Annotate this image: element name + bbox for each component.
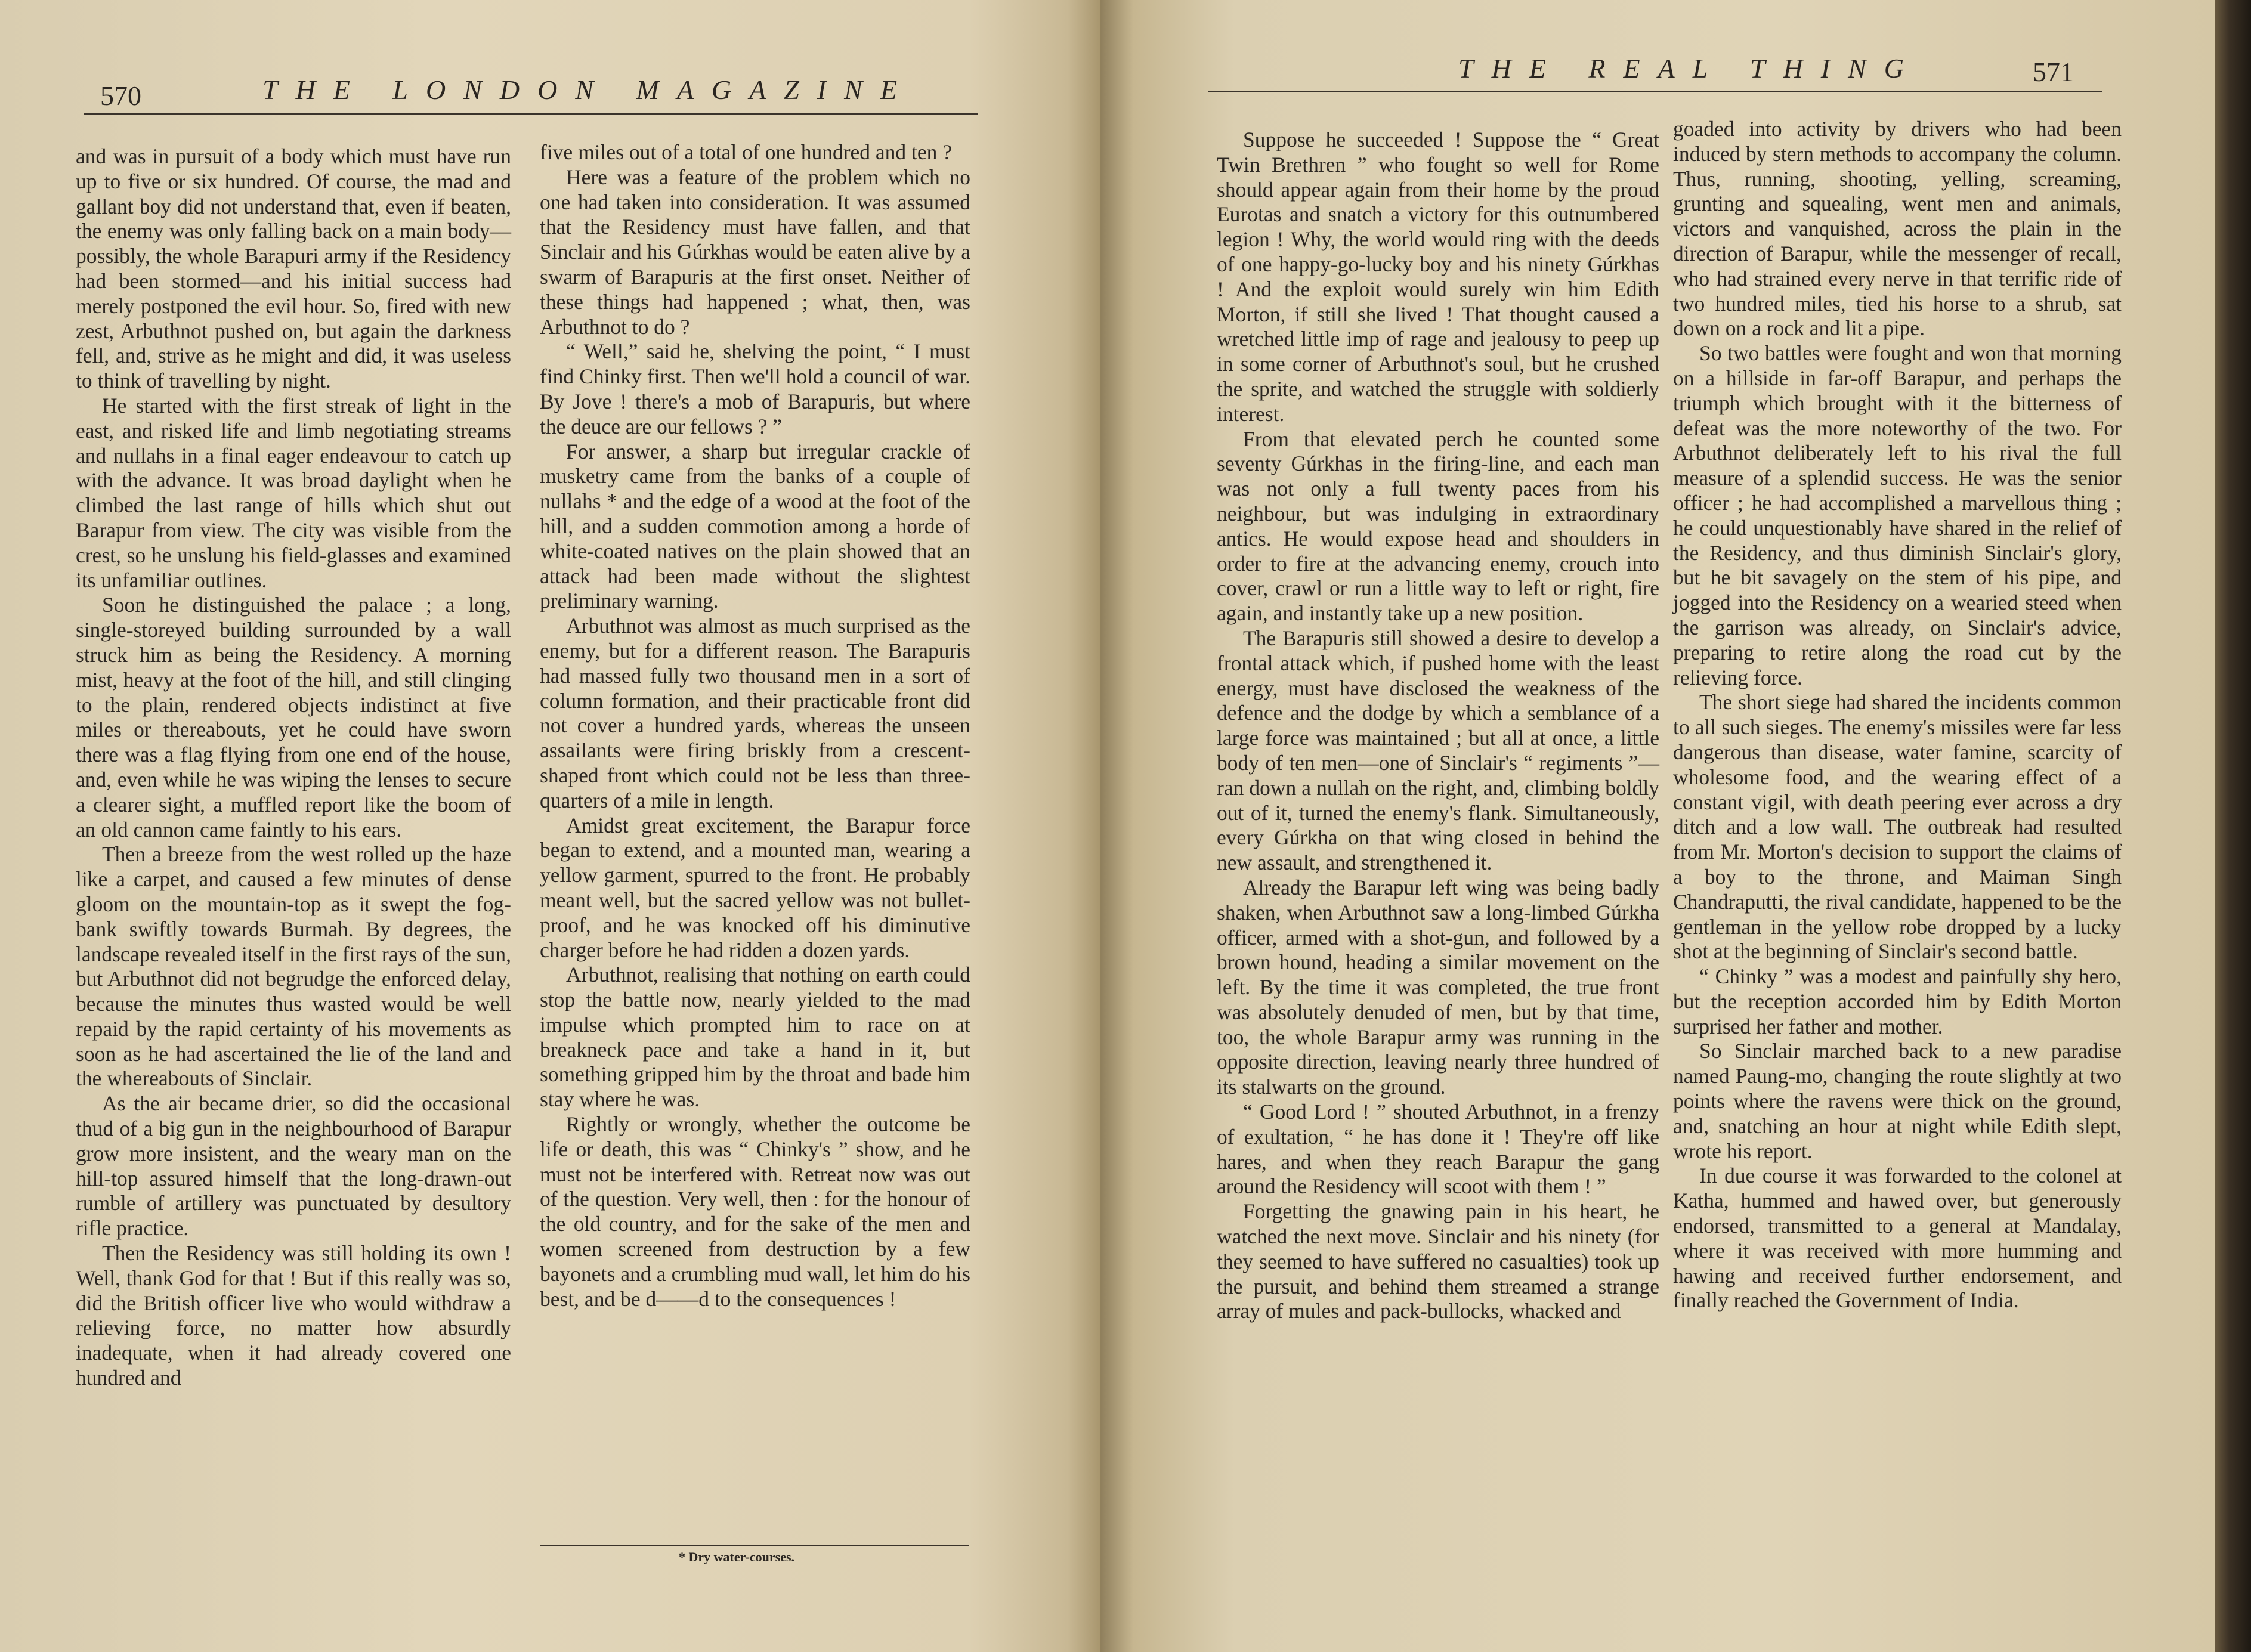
text-column-2 — [1673, 117, 2122, 1313]
running-head: THE LONDON MAGAZINE — [262, 75, 915, 105]
paragraph: Forgetting the gnawing pain in his heart, he watched the next move. Sinclair and his ninety (for they seemed to have suffered no casualties) took up the pursuit, and behind them streamed a strange array of mules and pack-bullocks, whacked and — [1217, 1199, 1659, 1323]
text-column-1 — [76, 144, 511, 1391]
paragraph: He started with the first streak of light in the east, and risked life and limb negotiating streams and nullahs in a final eager endeavour to catch up with the advance. It was broad daylight when he climbed the last range of hills which shut out Barapur from view. The city was visible from the crest, so he unslung his field-glasses and examined its unfamiliar outlines. — [76, 393, 511, 592]
running-head: THE REAL THING — [1458, 53, 1922, 83]
paragraph: In due course it was forwarded to the colonel at Katha, hummed and hawed over, but generously endorsed, transmitted to a general at Mandalay, where it was received with more humming and hawing and received further endorsement, and finally reached the Government of India. — [1673, 1164, 2122, 1313]
book-edge — [2215, 0, 2251, 1652]
paragraph: Arbuthnot, realising that nothing on earth could stop the battle now, nearly yielded to the mad impulse which prompted him to race on at breakneck pace and take a hand in it, but something gripped him by the throat and bade him stay where he was. — [540, 963, 970, 1112]
paragraph: “ Well,” said he, shelving the point, “ I must find Chinky first. Then we'll hold a council of war. By Jove ! there's a mob of Barapuris, but where the deuce are our fellows ? ” — [540, 339, 970, 438]
paragraph: Rightly or wrongly, whether the outcome be life or death, this was “ Chinky's ” show, and he must not be interfered with. Retreat now was out of the question. Very well, then : for the honour of the old country, and for the sake of the men and women screened from destruction by a few bayonets and a crumbling mud wall, let him do his best, and be d——d to the consequences ! — [540, 1112, 970, 1311]
page-number: 570 — [100, 81, 141, 111]
paragraph: Then a breeze from the west rolled up the haze like a carpet, and caused a few minutes of dense gloom on the mountain-top as it swept the fog-bank swiftly towards Burmah. By degrees, the landscape revealed itself in the first rays of the sun, but Arbuthnot did not begrudge the enforced delay, because the minutes thus wasted would be well repaid by the rapid certainty of his movements as soon as he had ascertained the lie of the land and the whereabouts of Sinclair. — [76, 842, 511, 1091]
paragraph: “ Good Lord ! ” shouted Arbuthnot, in a frenzy of exultation, “ he has done it ! They're off like hares, and when they reach Barapur the gang around the Residency will scoot with them ! ” — [1217, 1100, 1659, 1199]
paragraph: five miles out of a total of one hundred and ten ? — [540, 140, 953, 164]
paragraph: As the air became drier, so did the occasional thud of a big gun in the neighbourhood of Barapur grow more insistent, and the weary man on the hill-top assured himself that the long-drawn-out rumble of artillery was punctuated by desultory rifle practice. — [76, 1091, 511, 1240]
right-page — [1100, 0, 2215, 1652]
paragraph: Then the Residency was still holding its own ! Well, thank God for that ! But if this really was so, did the British officer live who would withdraw a relieving force, no matter how absurdly inadequate, when it had already covered one hundred and — [76, 1241, 511, 1390]
paragraph: The Barapuris still showed a desire to develop a frontal attack which, if pushed home with the least energy, must have disclosed the weakness of the defence and the dodge by which a semblance of a large force was maintained ; but all at once, a little body of ten men—one of Sinclair's “ regiments ”—ran down a nullah on the right, and, climbing boldly out of it, turned the enemy's flank. Simultaneously, every Gúrkha on that wing closed in behind the new assault, and strengthened it. — [1217, 626, 1659, 875]
footnote-rule — [540, 1545, 969, 1546]
paragraph: For answer, a sharp but irregular crackle of musketry came from the banks of a couple of nullahs * and the edge of a wood at the foot of the hill, and a sudden commotion among a horde of white-coated natives on the plain showed that an attack had been made without the slightest preliminary warning. — [540, 439, 970, 613]
paragraph: “ Chinky ” was a modest and painfully shy hero, but the reception accorded him by Edith Morton surprised her father and mother. — [1673, 964, 2122, 1038]
header-rule — [84, 113, 978, 115]
paragraph: The short siege had shared the incidents common to all such sieges. The enemy's missiles were far less dangerous than disease, water famine, scarcity of wholesome food, and the wearing effect of a constant vigil, with death peering ever across a dry ditch and a low wall. The outbreak had resulted from Mr. Morton's decision to support the claims of a boy to the throne, and Maiman Singh Chandraputti, the rival candidate, happened to be the gentleman in the yellow robe dropped by a lucky shot at the beginning of Sinclair's second battle. — [1673, 690, 2122, 964]
paragraph: Soon he distinguished the palace ; a long, single-storeyed building surrounded by a wall struck him as being the Residency. A morning mist, heavy at the foot of the hill, and still clinging to the plain, rendered objects indistinct at five miles or thereabouts, yet he could have sworn there was a flag flying from one end of the house, and, even while he was wiping the lenses to secure a clearer sight, a muffled report like the boom of an old cannon came faintly to his ears. — [76, 593, 511, 842]
header-rule — [1208, 91, 2102, 92]
left-page — [0, 0, 1100, 1652]
paragraph: From that elevated perch he counted some seventy Gúrkhas in the firing-line, and each man was not only a full twenty paces from his neighbour, but was indulging in extraordinary antics. He would expose head and shoulders in order to fire at the advancing enemy, crouch into cover, crawl or run a little way to left or right, fire again, and instantly take up a new position. — [1217, 426, 1659, 626]
paragraph: So Sinclair marched back to a new paradise named Paung-mo, changing the route slightly at two points where the ravens were thick on the ground, and, snatching an hour at night while Edith slept, wrote his report. — [1673, 1039, 2122, 1163]
footnote: * Dry water-courses. — [679, 1549, 795, 1564]
paragraph: goaded into activity by drivers who had been induced by stern methods to accompany the column. Thus, running, shooting, yelling, screaming, grunting and squealing, went men and animals, victors and vanquished, across the plain in the direction of Barapur, while the messenger of recall, who had strained every nerve in that terrific ride of two hundred miles, tied his horse to a shrub, sat down on a rock and lit a pipe. — [1673, 117, 2122, 341]
paragraph: and was in pursuit of a body which must have run up to five or six hundred. Of course, the mad and gallant boy did not understand that, even if beaten, the enemy was only falling back on a main body—possibly, the whole Barapuri army if the Residency had been stormed—and his initial success had merely postponed the evil hour. So, fired with new zest, Arbuthnot pushed on, but again the darkness fell, and, strive as he might and did, it was useless to think of travelling by night. — [76, 144, 511, 393]
paragraph: Here was a feature of the problem which no one had taken into consideration. It was assumed that the Residency must have fallen, and that Sinclair and his Gúrkhas would be eaten alive by a swarm of Barapuris at the first onset. Neither of these things had happened ; what, then, was Arbuthnot to do ? — [540, 165, 970, 339]
paragraph: Already the Barapur left wing was being badly shaken, when Arbuthnot saw a long-limbed Gúrkha officer, armed with a shot-gun, and followed by a brown hound, heading a similar movement on the left. By the time it was completed, the true front was absolutely denuded of men, but by that time, too, the whole Barapur army was running in the opposite direction, leaving nearly three hundred of its stalwarts on the ground. — [1217, 875, 1659, 1099]
paragraph: Arbuthnot was almost as much surprised as the enemy, but for a different reason. The Barapuris had massed fully two thousand men in a sort of column formation, and their practicable front did not cover a hundred yards, whereas the unseen assailants were firing briskly from a crescent-shaped front which could not be less than three-quarters of a mile in length. — [540, 614, 970, 812]
paragraph: Amidst great excitement, the Barapur force began to extend, and a mounted man, wearing a yellow garment, spurred to the front. He probably meant well, but the sacred yellow was not bullet-proof, and he was knocked off his diminutive charger before he had ridden a dozen yards. — [540, 813, 970, 962]
paragraph: So two battles were fought and won that morning on a hillside in far-off Barapur, and perhaps the triumph which brought with it the bitterness of defeat was the more noteworthy of the two. For Arbuthnot deliberately left to his rival the full measure of a splendid success. He was the senior officer ; he had accomplished a marvellous thing ; he could unquestionably have shared in the relief of the Residency, and thus diminish Sinclair's glory, but he bit savagely on the stem of his pipe, and jogged into the Residency on a wearied steed when the garrison was already, on Sinclair's advice, preparing to retire along the road cut by the relieving force. — [1673, 341, 2122, 689]
page-number: 571 — [2033, 57, 2074, 87]
text-column-1 — [1217, 128, 1659, 1324]
paragraph: Suppose he succeeded ! Suppose the “ Great Twin Brethren ” who fought so well for Rome should appear again from their home by the proud Eurotas and snatch a victory for this outnumbered legion ! Why, the world would ring with the deeds of one happy-go-lucky boy and his ninety Gúrkhas ! And the exploit would surely win him Edith Morton, if still she lived ! That thought caused a wretched little imp of rage and jealousy to peep up in some corner of Arbuthnot's soul, but he crushed the sprite, and watched the struggle with soldierly interest. — [1217, 128, 1659, 426]
text-column-2 — [540, 140, 970, 1311]
